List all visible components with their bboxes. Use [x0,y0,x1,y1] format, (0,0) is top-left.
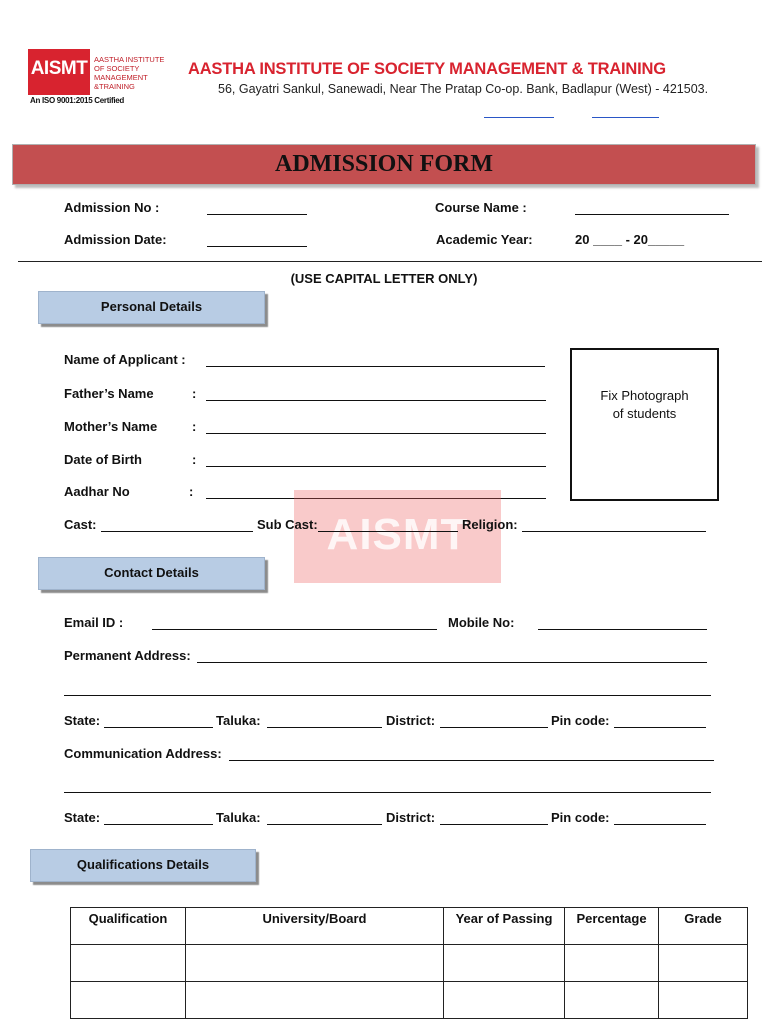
dob-label: Date of Birth [64,452,142,467]
table-cell[interactable] [71,945,186,982]
subcast-field[interactable] [318,531,458,532]
admission-date-field[interactable] [207,246,307,247]
dob-field[interactable] [206,466,546,467]
course-name-field[interactable] [575,214,729,215]
section-title: Contact Details [104,565,199,580]
district-label: District: [386,810,436,825]
state-field[interactable] [104,727,213,728]
communication-address-line-2[interactable] [64,792,711,793]
taluka-field[interactable] [267,727,382,728]
table-cell[interactable] [444,945,565,982]
pincode-label: Pin code: [551,713,610,728]
column-header-year: Year of Passing [444,908,565,945]
father-name-field[interactable] [206,400,546,401]
communication-address-label: Communication Address: [64,746,222,761]
religion-field[interactable] [522,531,706,532]
column-header-university: University/Board [186,908,444,945]
applicant-name-label: Name of Applicant : [64,352,186,367]
table-cell[interactable] [659,945,748,982]
logo-subtitle: AASTHA INSTITUTE OF SOCIETY MANAGEMENT &TRAINING [94,55,165,91]
permanent-address-line-2[interactable] [64,695,711,696]
page-title: ADMISSION FORM [274,151,493,177]
table-cell[interactable] [186,945,444,982]
father-name-label: Father’s Name [64,386,154,401]
institute-address: 56, Gayatri Sankul, Sanewadi, Near The Pratap Co-op. Bank, Badlapur (West) - 421503. [218,82,709,96]
table-cell[interactable] [444,982,565,1019]
table-cell[interactable] [565,982,659,1019]
watermark-text: AISMT [326,510,469,559]
divider [18,261,762,262]
taluka-label: Taluka: [216,713,261,728]
section-title: Personal Details [100,299,203,314]
admission-date-label: Admission Date: [64,232,167,247]
mother-name-label: Mother’s Name [64,419,158,434]
admission-no-field[interactable] [207,214,307,215]
qualifications-details-header [30,849,256,882]
column-header-grade: Grade [659,908,748,945]
table-row [71,945,748,982]
cast-label: Cast: [64,517,97,532]
colon: : [192,419,197,434]
district-field[interactable] [440,727,548,728]
communication-address-field[interactable] [229,760,714,761]
link-underline[interactable] [592,117,659,118]
institute-name: AASTHA INSTITUTE OF SOCIETY MANAGEMENT & TRAINING [188,60,666,78]
section-title: Qualifications Details [76,857,210,872]
state-label: State: [64,713,101,728]
academic-year-label: Academic Year: [436,232,533,247]
colon: : [189,484,194,499]
course-name-label: Course Name : [435,200,527,215]
table-header-row [71,908,748,945]
pincode-label: Pin code: [551,810,610,825]
certification-text: An ISO 9001:2015 Certified [30,96,125,105]
admission-no-label: Admission No : [64,200,160,215]
photo-instruction: Fix Photograph of students [600,388,689,421]
mother-name-field[interactable] [206,433,546,434]
religion-label: Religion: [462,517,518,532]
contact-details-header [38,557,265,590]
state-field[interactable] [104,824,213,825]
qualifications-table [70,907,748,1019]
colon: : [192,386,197,401]
aismt-logo [28,49,90,95]
permanent-address-label: Permanent Address: [64,648,191,663]
aismt-watermark [294,490,501,583]
title-banner [12,144,756,185]
pincode-field[interactable] [614,727,706,728]
table-cell[interactable] [565,945,659,982]
mobile-field[interactable] [538,629,707,630]
district-label: District: [386,713,436,728]
table-row [71,982,748,1019]
applicant-name-field[interactable] [206,366,545,367]
photo-box[interactable] [570,348,719,501]
column-header-qualification: Qualification [71,908,186,945]
table-cell[interactable] [71,982,186,1019]
subcast-label: Sub Cast: [257,517,318,532]
taluka-field[interactable] [267,824,382,825]
academic-year-field[interactable]: 20 ____ - 20_____ [575,232,685,247]
table-cell[interactable] [659,982,748,1019]
pincode-field[interactable] [614,824,706,825]
colon: : [192,452,197,467]
table-cell[interactable] [186,982,444,1019]
state-label: State: [64,810,101,825]
aadhar-label: Aadhar No [64,484,130,499]
link-underline[interactable] [484,117,554,118]
personal-details-header [38,291,265,324]
email-field[interactable] [152,629,437,630]
taluka-label: Taluka: [216,810,261,825]
logo-text: AISMT [30,58,88,79]
cast-field[interactable] [101,531,253,532]
mobile-label: Mobile No: [448,615,515,630]
district-field[interactable] [440,824,548,825]
permanent-address-field[interactable] [197,662,707,663]
column-header-percentage: Percentage [565,908,659,945]
instruction-text: (USE CAPITAL LETTER ONLY) [290,271,478,286]
email-label: Email ID : [64,615,124,630]
